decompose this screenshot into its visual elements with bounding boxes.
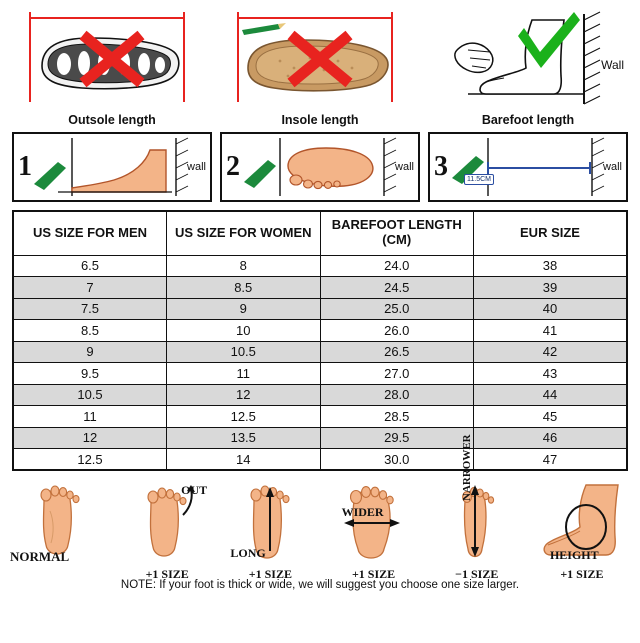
cell-eur: 38 [474,255,628,277]
cell-us-women: 11 [167,363,321,385]
wall-label: Wall [601,58,624,72]
table-row [13,277,627,299]
outsole-panel [12,6,212,126]
cell-eur: 47 [474,449,628,471]
foot-type-wider [328,479,420,579]
col-header-us-men: US SIZE FOR MEN [13,211,167,255]
table-row [13,298,627,320]
cell-us-women: 9 [167,298,321,320]
table-header-row [13,211,627,255]
step3-illustration [430,134,626,200]
cell-barefoot: 29.5 [320,427,474,449]
cell-us-men: 10.5 [13,384,167,406]
table-body [13,255,627,470]
table-row [13,427,627,449]
cell-barefoot: 28.0 [320,384,474,406]
table-row [13,341,627,363]
cell-eur: 40 [474,298,628,320]
cell-us-women: 10 [167,320,321,342]
col-header-us-women: US SIZE FOR WOMEN [167,211,321,255]
cell-us-men: 7.5 [13,298,167,320]
measurement-illustrations [0,0,640,128]
cell-us-men: 7 [13,277,167,299]
foot-type-label: OUT [181,483,208,497]
cell-barefoot: 26.0 [320,320,474,342]
step-3 [428,132,628,202]
step-number: 2 [226,151,240,182]
wider-foot-icon [328,479,420,571]
cell-us-women: 8 [167,255,321,277]
step1-illustration [14,134,210,200]
cell-us-women: 12.5 [167,406,321,428]
table-row [13,255,627,277]
insole-caption: Insole length [281,113,359,127]
foot-type-advice: +1 SIZE [248,567,292,581]
cell-us-men: 9 [13,341,167,363]
cell-us-women: 10.5 [167,341,321,363]
foot-type-label: NARROWER [460,434,473,501]
foot-type-narrower [431,434,523,581]
col-header-barefoot-length: BAREFOOT LENGTH (CM) [320,211,474,255]
table-row [13,406,627,428]
cell-barefoot: 27.0 [320,363,474,385]
table-row [13,449,627,471]
col-header-eur: EUR SIZE [474,211,628,255]
table-row [13,363,627,385]
insole-illustration [220,6,410,112]
cell-us-men: 11 [13,406,167,428]
cell-eur: 41 [474,320,628,342]
size-note: NOTE: If your foot is thick or wide, we will suggest you choose one size larger. [120,579,520,591]
cell-us-men: 6.5 [13,255,167,277]
foot-type-label: LONG [230,546,266,560]
size-table-wrapper [0,204,640,471]
outsole-illustration [12,6,202,112]
table-row [13,384,627,406]
cell-us-women: 8.5 [167,277,321,299]
cell-us-women: 12 [167,384,321,406]
barefoot-illustration [428,6,618,112]
cell-barefoot: 30.0 [320,449,474,471]
cell-eur: 44 [474,384,628,406]
cell-barefoot: 24.0 [320,255,474,277]
foot-type-normal [10,479,110,579]
cell-us-men: 8.5 [13,320,167,342]
cell-eur: 45 [474,406,628,428]
foot-type-long [224,479,316,579]
measure-badge: 11.5CM [464,174,494,185]
foot-type-advice: +1 SIZE [560,567,604,581]
cell-barefoot: 26.5 [320,341,474,363]
wall-label: wall [603,161,622,173]
outsole-caption: Outsole length [68,113,156,127]
cell-eur: 46 [474,427,628,449]
step-number: 3 [434,151,448,182]
cell-us-men: 12 [13,427,167,449]
step2-illustration [222,134,418,200]
foot-type-advice: +1 SIZE [145,567,189,581]
cell-us-women: 14 [167,449,321,471]
cell-us-women: 13.5 [167,427,321,449]
narrower-foot-icon [431,479,523,571]
foot-type-advice: +1 SIZE [351,567,396,581]
cell-eur: 42 [474,341,628,363]
size-table [12,210,628,471]
barefoot-panel [428,6,628,126]
wall-label: wall [395,161,414,173]
cell-us-men: 12.5 [13,449,167,471]
step-number: 1 [18,151,32,182]
measurement-steps [0,128,640,204]
foot-type-label: HEIGHT [549,548,599,562]
cell-eur: 39 [474,277,628,299]
cell-barefoot: 24.5 [320,277,474,299]
step-2 [220,132,420,202]
step-1 [12,132,212,202]
barefoot-caption: Barefoot length [481,113,575,127]
foot-type-label: WIDER [341,505,384,519]
foot-type-out [121,479,213,579]
cell-us-men: 9.5 [13,363,167,385]
cell-eur: 43 [474,363,628,385]
foot-type-label: NORMAL [10,549,70,564]
cell-barefoot: 28.5 [320,406,474,428]
cell-barefoot: 25.0 [320,298,474,320]
foot-type-height [534,479,630,579]
insole-panel [220,6,420,126]
foot-type-advice: −1 SIZE [455,567,499,581]
wall-label: wall [187,161,206,173]
table-row [13,320,627,342]
